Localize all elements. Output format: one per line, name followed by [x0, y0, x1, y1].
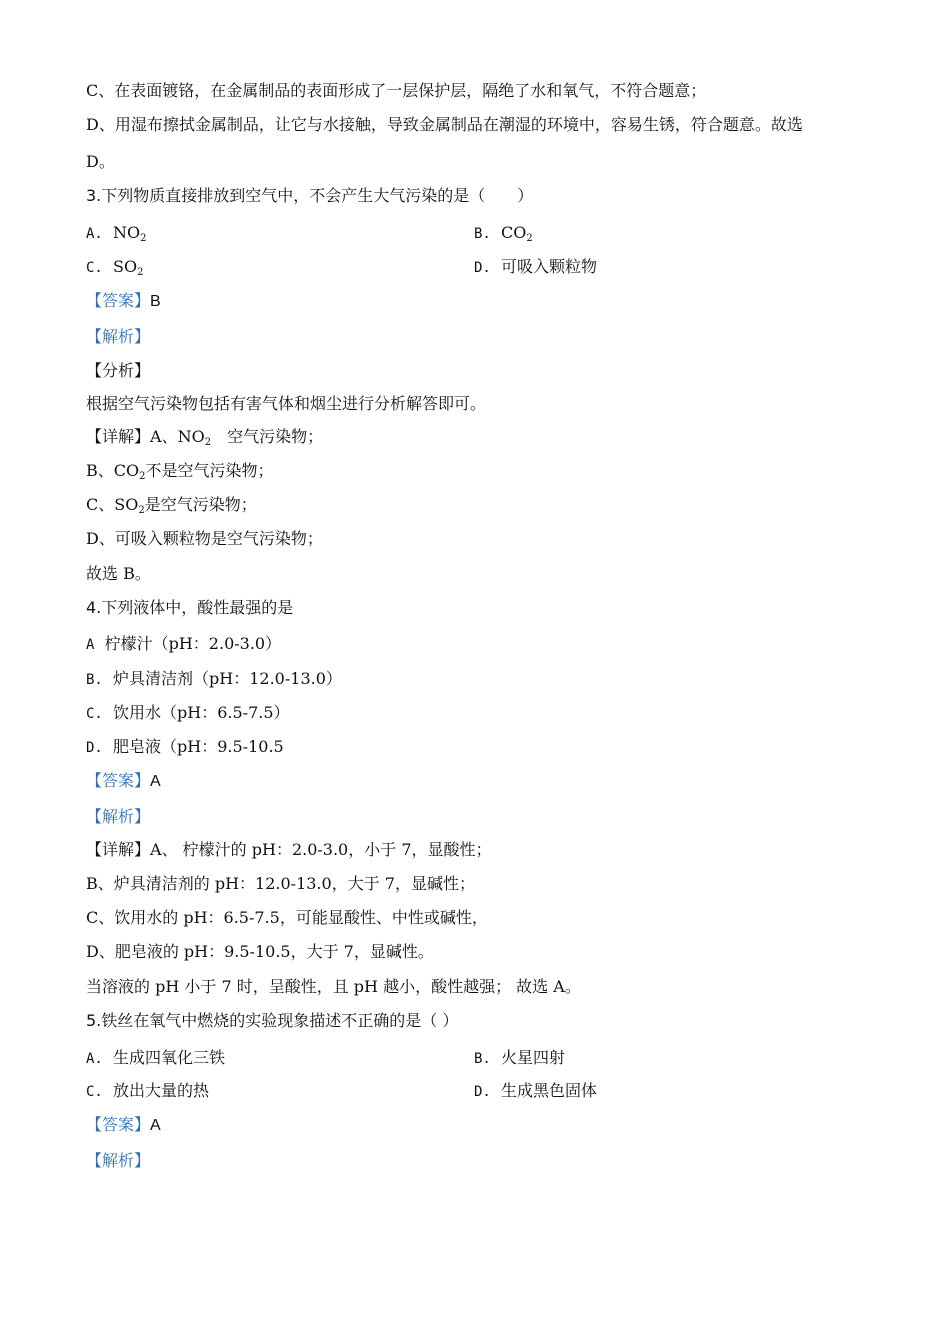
question-text: 下列液体中，酸性最强的是 [101, 598, 294, 617]
q4-detail-c: C、饮用水的 pH：6.5-7.5，可能显酸性、中性或碱性， [86, 908, 488, 927]
answer-tag: 【答案】 [86, 291, 151, 310]
question-number: 5. [86, 1011, 102, 1030]
question-3 [86, 185, 533, 207]
q3-analysis-tag: 【解析】 [86, 327, 151, 346]
q3-detail-d: D、可吸入颗粒物是空气污染物； [86, 529, 323, 548]
q5-answer [86, 1114, 161, 1137]
q4-option-a: A 柠檬汁（pH：2.0-3.0） [86, 634, 282, 653]
q3-options-row-1 [86, 222, 533, 245]
q3-conclusion: 故选 B。 [86, 564, 151, 583]
answer-tag: 【答案】 [86, 771, 151, 790]
question-4 [86, 597, 293, 619]
option-d: D. 可吸入颗粒物 [474, 257, 598, 276]
option-d: D. 生成黑色固体 [474, 1081, 598, 1100]
answer-value: B [150, 293, 161, 310]
q4-conclusion: 当溶液的 pH 小于 7 时，呈酸性，且 pH 越小，酸性越强； 故选 A。 [86, 977, 581, 996]
q5-options-row-1 [86, 1047, 566, 1070]
q3-fenxi-text: 根据空气污染物包括有害气体和烟尘进行分析解答即可。 [86, 394, 487, 413]
q5-options-row-2 [86, 1080, 598, 1103]
q4-answer [86, 770, 161, 793]
q3-detail-c: C、$SO_2$是空气污染物； [86, 495, 257, 516]
q4-detail-a: 【详解】A、 柠檬汁的 pH：2.0-3.0，小于 7，显酸性； [86, 840, 492, 859]
prev-option-c-explanation: C、在表面镀铬，在金属制品的表面形成了一层保护层，隔绝了水和氧气，不符合题意； [86, 81, 707, 100]
q3-fenxi-tag: 【分析】 [86, 361, 151, 380]
answer-tag: 【答案】 [86, 1115, 151, 1134]
question-text: 铁丝在氧气中燃烧的实验现象描述不正确的是（ ） [101, 1011, 459, 1030]
detail-tag: 【详解】 [86, 427, 151, 446]
q3-options-row-2 [86, 256, 598, 279]
q3-detail-a: 【详解】A、$NO_2$ 空气污染物； [86, 427, 324, 448]
option-b: B. $CO_2$ [474, 223, 533, 244]
q3-detail-b: B、$CO_2$不是空气污染物； [86, 461, 274, 482]
q4-option-b: B. 炉具清洁剂（pH：12.0-13.0） [86, 669, 342, 688]
question-5 [86, 1010, 458, 1032]
q4-option-c: C. 饮用水（pH：6.5-7.5） [86, 703, 290, 722]
option-a: A. $NO_2$ [86, 223, 147, 244]
q4-option-d: D. 肥皂液（pH：9.5-10.5 [86, 737, 284, 756]
detail-tag: 【详解】 [86, 840, 151, 859]
answer-value: A [150, 1117, 161, 1134]
q4-detail-b: B、炉具清洁剂的 pH：12.0-13.0，大于 7，显碱性； [86, 874, 475, 893]
question-text: 下列物质直接排放到空气中，不会产生大气污染的是（ ） [101, 186, 534, 205]
question-number: 3. [86, 186, 102, 205]
q3-answer [86, 290, 161, 313]
option-a: A. 生成四氧化三铁 [86, 1048, 226, 1067]
prev-option-d-explanation: D、用湿布擦拭金属制品，让它与水接触，导致金属制品在潮湿的环境中，容易生锈，符合题意。故选 [86, 115, 803, 134]
option-b: B. 火星四射 [474, 1048, 566, 1067]
option-c: C. $SO_2$ [86, 257, 144, 278]
option-c: C. 放出大量的热 [86, 1081, 210, 1100]
answer-value: A [150, 773, 161, 790]
prev-option-d-explanation-cont: D。 [86, 152, 115, 171]
question-number: 4. [86, 598, 102, 617]
q4-detail-d: D、肥皂液的 pH：9.5-10.5，大于 7，显碱性。 [86, 942, 434, 961]
q5-analysis-tag: 【解析】 [86, 1151, 151, 1170]
q4-analysis-tag: 【解析】 [86, 807, 151, 826]
